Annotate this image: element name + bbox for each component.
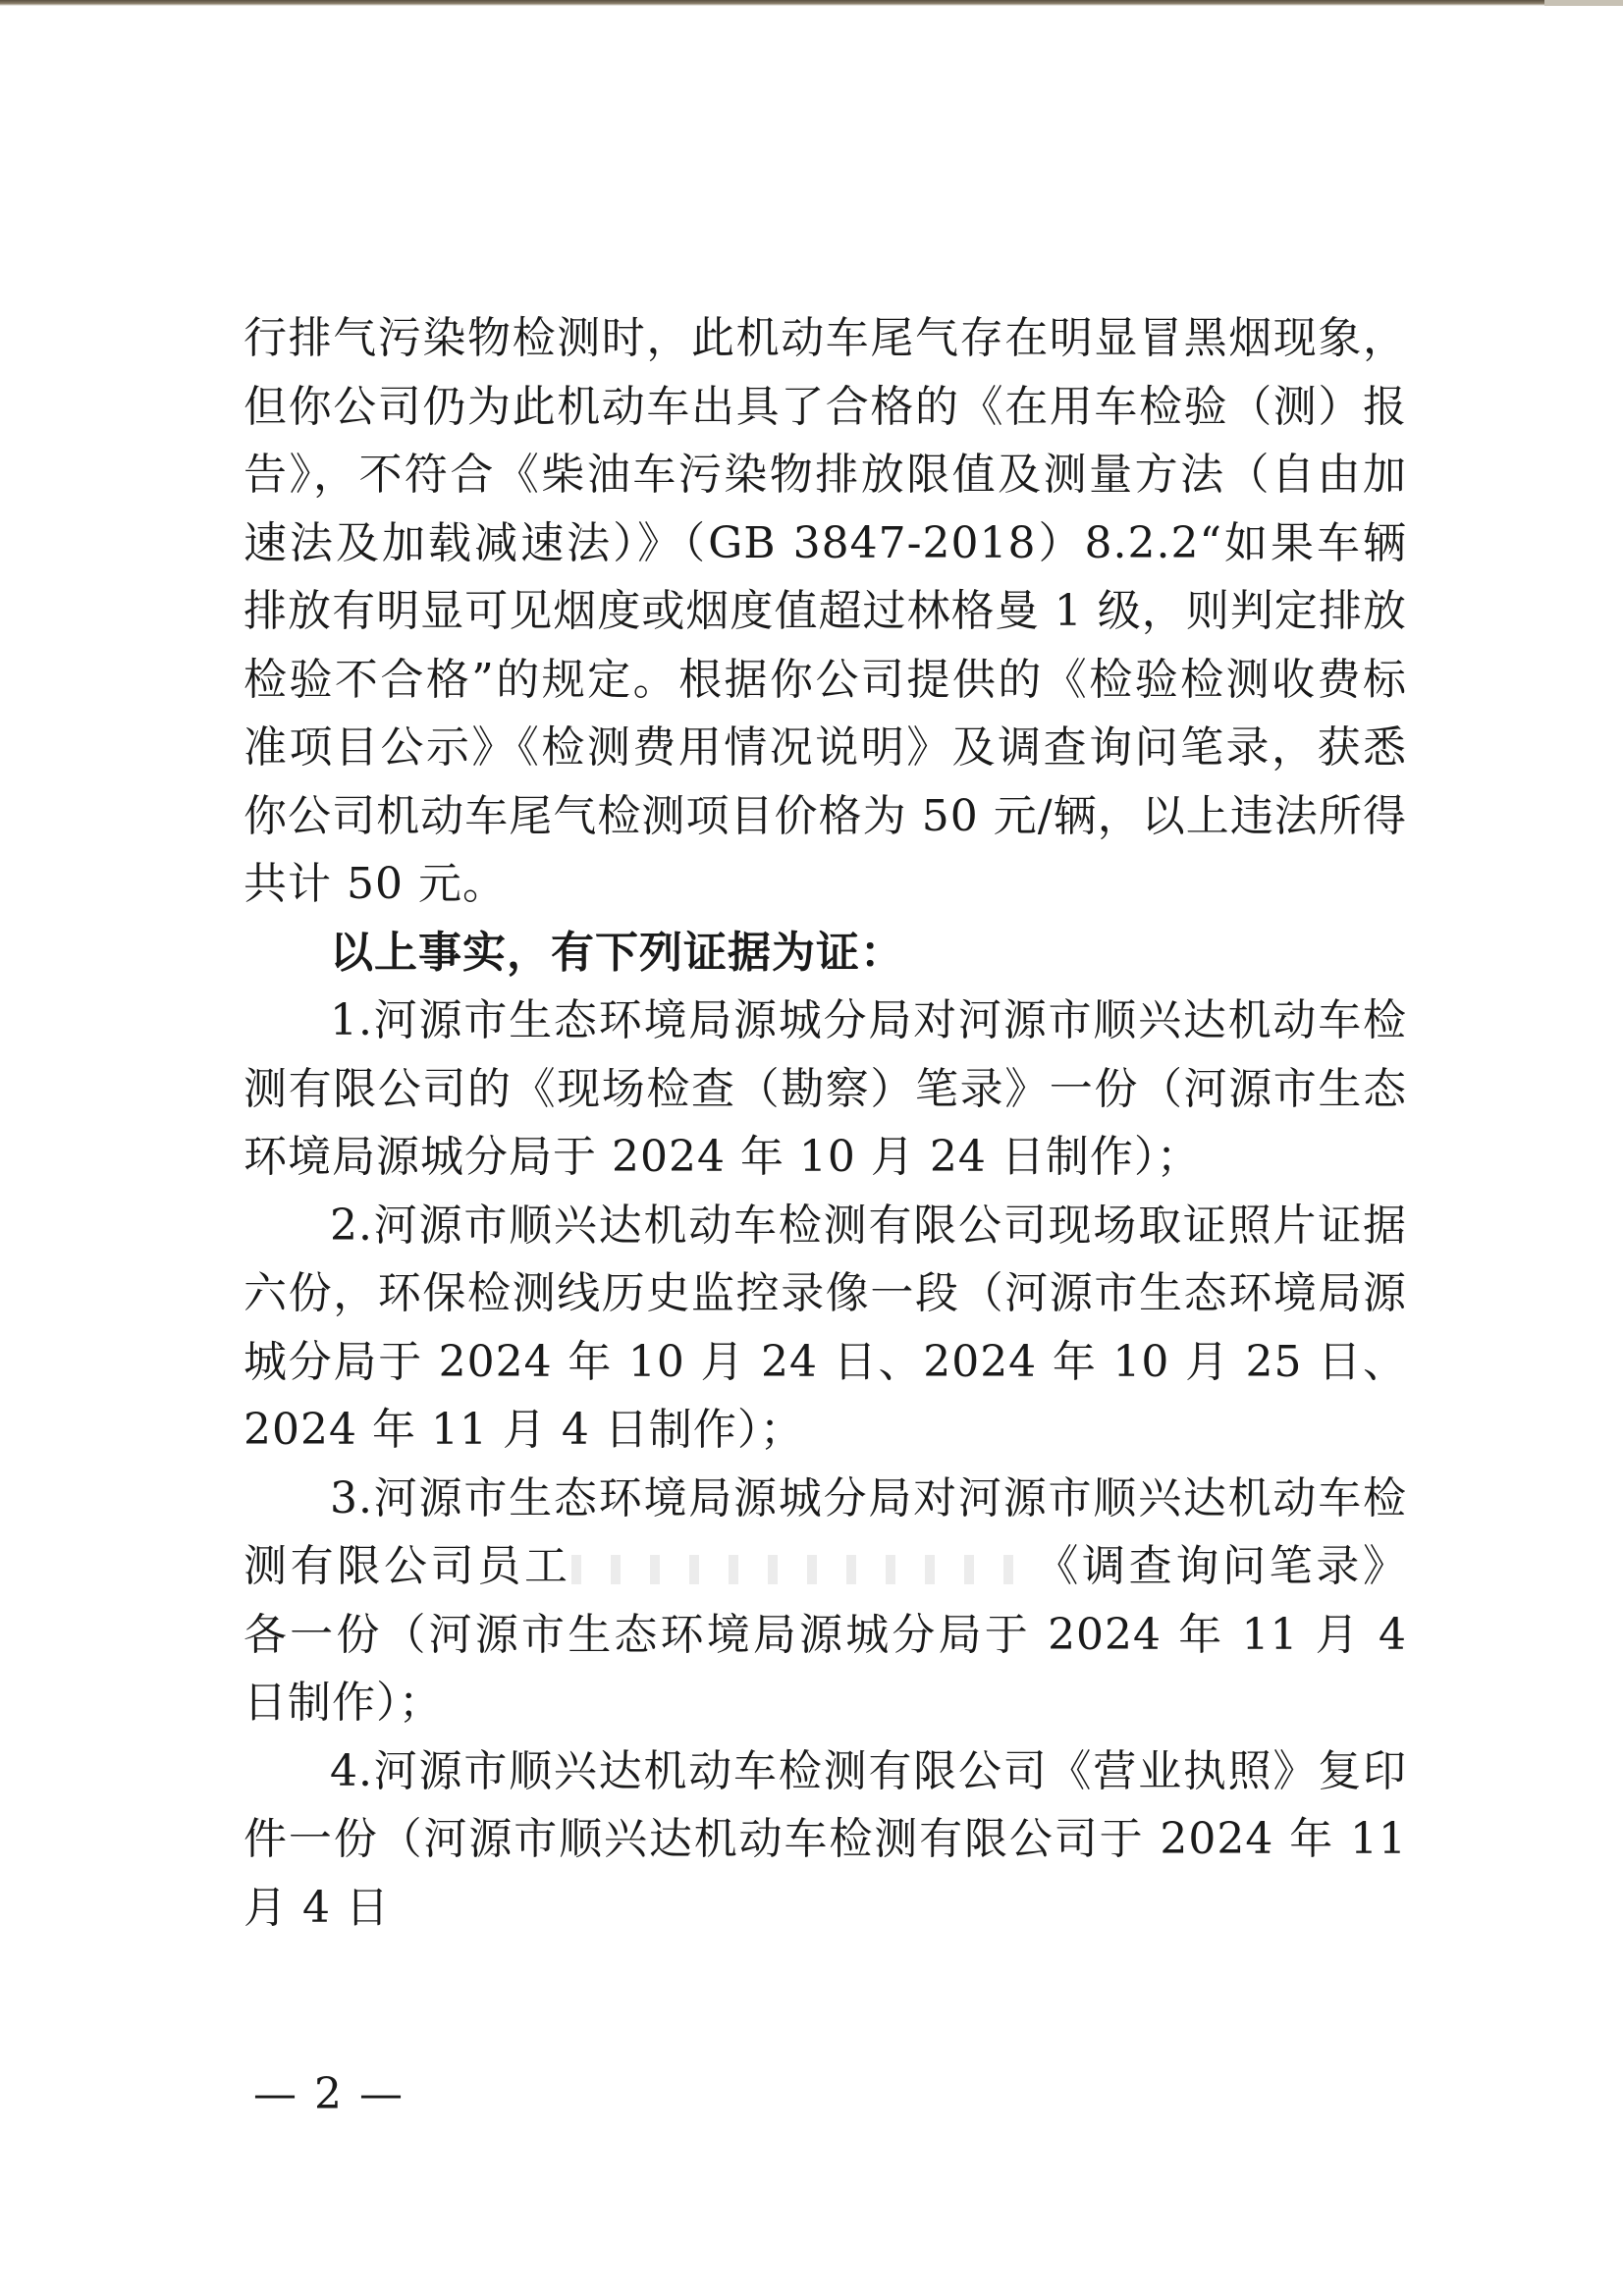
redacted-names xyxy=(571,1555,1033,1584)
evidence-item-4: 4.河源市顺兴达机动车检测有限公司《营业执照》复印件一份（河源市顺兴达机动车检测有限公司于 2024 年 11 月 4 日 xyxy=(243,1745,1408,1933)
evidence-item-3 xyxy=(243,1465,1407,1737)
evidence-heading: 以上事实，有下列证据为证： xyxy=(330,927,904,978)
evidence-item-3-text-before: 3.河源市生态环境局源城分局对河源市顺兴达机动车检测有限公司员工 xyxy=(243,1472,1407,1591)
document-body xyxy=(243,304,1407,1942)
paragraph-violation-description: 行排气污染物检测时，此机动车尾气存在明显冒黑烟现象，但你公司仍为此机动车出具了合格的《在用车检验（测）报告》，不符合《柴油车污染物排放限值及测量方法（自由加速法及加载减速法）》（GB 3847-2018）8.2.2“如果车辆排放有明显可见烟度或烟度值超过林格曼 1 级，则判定排放检验不合格”的规定。根据你公司提供的《检验检测收费标准项目公示》《检测费用情况说明》及调查询问笔录，获悉你公司机动车尾气检测项目价格为 50 元/辆，以上违法所得共计 50 元。 xyxy=(243,313,1407,909)
scan-top-edge xyxy=(0,0,1623,6)
scan-corner-mark xyxy=(1544,0,1623,6)
evidence-item-3-text-after: 《调查询问笔录》各一份（河源市生态环境局源城分局于 2024 年 11 月 4 日制作）； xyxy=(243,1541,1408,1728)
page-number: — 2 — xyxy=(253,2069,405,2119)
evidence-item-1: 1.河源市生态环境局源城分局对河源市顺兴达机动车检测有限公司的《现场检查（勘察）笔录》一份（河源市生态环境局源城分局于 2024 年 10 月 24 日制作）； xyxy=(243,995,1407,1182)
evidence-item-2: 2.河源市顺兴达机动车检测有限公司现场取证照片证据六份，环保检测线历史监控录像一段（河源市生态环境局源城分局于 2024 年 10 月 24 日、2024 年 10 月 25 日、2024 年 11 月 4 日制作）； xyxy=(243,1200,1407,1455)
